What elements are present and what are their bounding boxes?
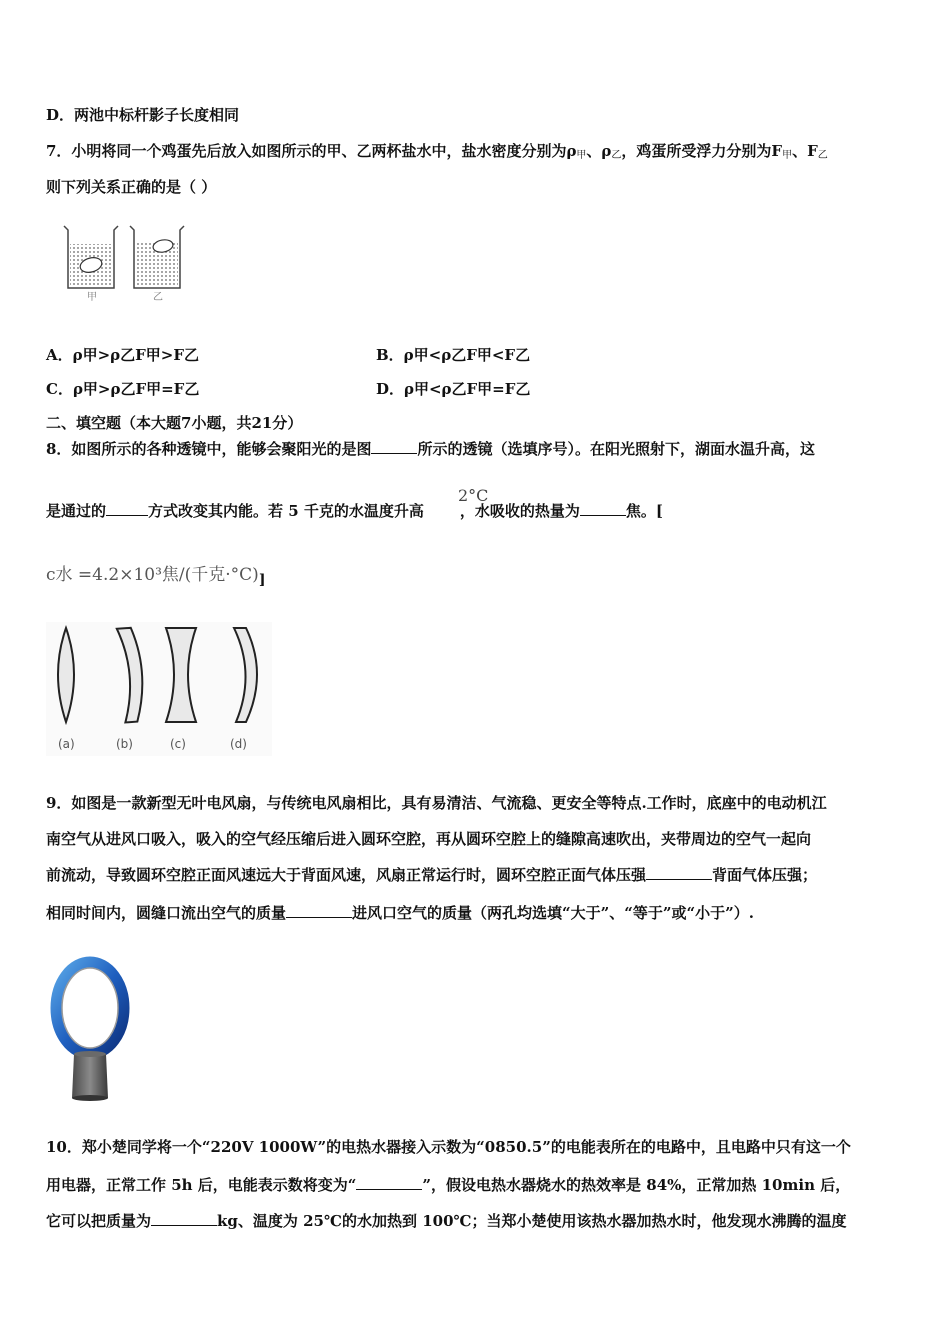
q9-line-2: 南空气从进风口吸入，吸入的空气经压缩后进入圆环空腔，再从圆环空腔上的缝隙高速吹出，夹带周边的空气一起向 [46,830,812,848]
q7-option-a: A．ρ甲>ρ乙F甲>F乙 [46,346,200,364]
q7-option-b: B．ρ甲<ρ乙F甲<F乙 [376,346,531,364]
q7-sub-yi-2: 乙 [817,150,828,161]
q10-text-a: 用电器，正常工作 5h 后，电能表示数将变为“ [46,1176,357,1194]
q9-text-c: 相同时间内，圆缝口流出空气的质量 [46,904,287,922]
q7-line-2: 则下列关系正确的是（ ） [46,178,217,196]
q8-text-d: 方式改变其内能。若 5 千克的水温度升高 [148,502,424,520]
q6-option-d: D．两池中标杆影子长度相同 [46,106,240,124]
q8-line-2 [46,500,663,521]
beaker-label-yi: 乙 [153,292,163,303]
q9-text-a: 前流动，导致圆环空腔正面风速远大于背面风速，风扇正常运行时，圆环空腔正面气体压强 [46,866,647,884]
beakers-figure [60,222,190,304]
lens-label-a: (a) [58,737,75,751]
q8-blank-1[interactable] [371,439,417,454]
q10-line-2 [46,1174,850,1195]
beaker-label-jia: 甲 [87,292,97,303]
bladeless-fan-figure [44,956,130,1102]
q10-text-d: kg、温度为 25℃的水加热到 100℃；当郑小楚使用该热水器加热水时，他发现水沸腾的温度 [217,1212,847,1230]
q7-sub-jia-2: 甲 [782,150,793,161]
q10-text-b: ”，假设电热水器烧水的热效率是 84%，正常加热 10min 后， [422,1176,851,1194]
fan-base [72,1054,108,1098]
formula-close-bracket: ] [258,572,266,588]
lens-label-d: (d) [230,737,247,751]
q9-line-1: 9．如图是一款新型无叶电风扇，与传统电风扇相比，具有易清洁、气流稳、更安全等特点.工作时，底座中的电动机江 [46,794,827,812]
q7-text-b: 、ρ [586,142,612,160]
q8-text-f: 焦。[ [625,502,664,520]
q9-blank-1[interactable] [646,865,712,880]
q10-line-1: 10．郑小楚同学将一个“220V 1000W”的电热水器接入示数为“0850.5”的电能表所在的电路中，且电路中只有这一个 [46,1138,851,1156]
q8-text-e: ，水吸收的热量为 [459,502,580,520]
q9-text-b: 背面气体压强； [712,866,818,884]
beaker-jia [64,226,118,288]
q7-text-d: 、F [792,142,818,160]
q10-blank-2[interactable] [151,1211,217,1226]
q8-blank-3[interactable] [580,501,626,516]
q8-text-b: 所示的透镜（选填序号）。在阳光照射下，湖面水温升高，这 [417,440,815,458]
q8-line-1 [46,438,815,459]
formula-text: c水 =4.2×10³焦/(千克·°C) [46,565,259,585]
q9-blank-2[interactable] [286,903,352,918]
q7-sub-jia: 甲 [576,150,587,161]
q8-text-a: 8．如图所示的各种透镜中，能够会聚阳光的是图 [46,440,372,458]
beaker-yi [130,226,184,288]
specific-heat-formula [46,560,265,588]
q9-text-d: 进风口空气的质量（两孔均选填“大于”、“等于”或“小于”）. [352,904,755,922]
q9-line-4 [46,902,754,923]
q7-sub-yi: 乙 [611,150,622,161]
lens-label-c: (c) [170,737,186,751]
lens-label-b: (b) [116,737,133,751]
q8-blank-2[interactable] [106,501,148,516]
q7-text-a: 7．小明将同一个鸡蛋先后放入如图所示的甲、乙两杯盐水中，盐水密度分别为ρ [46,142,577,160]
q7-option-c: C．ρ甲>ρ乙F甲=F乙 [46,380,200,398]
section-2-title: 二、填空题（本大题7小题，共21分） [46,414,303,432]
lenses-figure [46,622,272,756]
q9-line-3 [46,864,817,885]
q10-line-3 [46,1210,846,1231]
q8-temperature: 2°C [458,486,489,505]
q7-line-1 [46,140,828,161]
q7-text-c: ，鸡蛋所受浮力分别为F [621,142,783,160]
q10-text-c: 它可以把质量为 [46,1212,152,1230]
q8-text-c: 是通过的 [46,502,107,520]
q7-option-d: D．ρ甲<ρ乙F甲=F乙 [376,380,531,398]
q10-blank-1[interactable] [356,1175,422,1190]
